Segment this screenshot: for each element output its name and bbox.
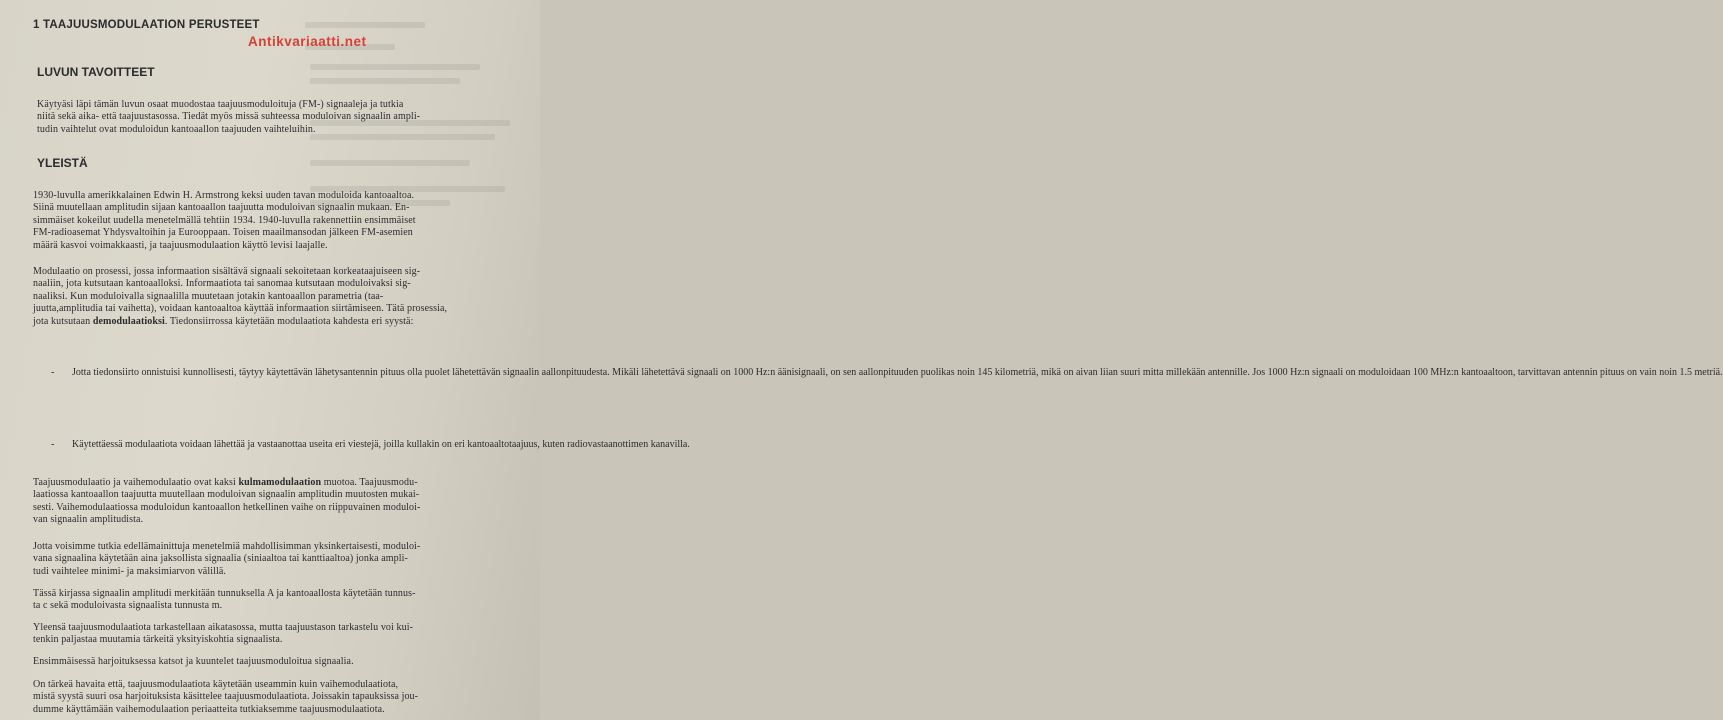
paragraph-tavoitteet bbox=[37, 99, 420, 136]
text-line: Taajuusmodulaatio ja vaihemodulaatio ovat kaksi kulmamodulaation muotoa. Taajuusmodu- bbox=[33, 477, 418, 488]
paragraph-first-exercise bbox=[33, 656, 354, 668]
text-line: tudi vaihtelee minimi- ja maksimiarvon välillä. bbox=[33, 565, 226, 577]
text-line: kullakin on eri kantoaaltotaajuus, kuten radiovastaanottimen kanavilla. bbox=[406, 439, 690, 450]
section-heading-tavoitteet: LUVUN TAVOITTEET bbox=[37, 65, 155, 79]
text-line: Siinä muutellaan amplitudin sijaan kantoaallon taajuutta moduloivan signaalin mukaan. En- bbox=[33, 202, 410, 214]
text-line: Tässä kirjassa signaalin amplitudi merkitään tunnuksella A ja kantoaallosta käytetään tunnus- bbox=[33, 588, 416, 599]
text-line: mistä syystä suuri osa harjoituksista käsittelee taajuusmodulaatiota. Joissakin tapauksissa jou- bbox=[33, 691, 419, 703]
text-line: Modulaatio on prosessi, jossa informaation sisältävä signaali sekoitetaan korkeataajuiseen sig- bbox=[33, 266, 421, 277]
text-line: olla puolet lähetettävän signaalin aallonpituudesta. Mikäli lähetettävä signaali on 1000 bbox=[407, 367, 754, 378]
text-line: niitä sekä aika- että taajuustasossa. Tiedät myös missä suhteessa moduloivan signaalin ampli- bbox=[37, 111, 421, 123]
text-line: Hz:n äänisignaali, on sen aallonpituuden puolikas noin 145 kilometriä, mikä on aivan bbox=[755, 367, 1098, 378]
paragraph-modulation-definition bbox=[33, 266, 447, 328]
text-line: vana signaalina käytetään aina jaksollista signaalia (siniaaltoa tai kanttiaaltoa) jonka ampli- bbox=[33, 553, 408, 565]
text-line: naaliksi. Kun moduloivalla signaalilla muutetaan jotakin kantoaallon parametria (taa- bbox=[33, 290, 384, 302]
paragraph-fm-vs-pm bbox=[33, 679, 418, 716]
emphasized-term: kulmamodulaation bbox=[238, 477, 322, 488]
paragraph-angle-modulation bbox=[33, 477, 420, 527]
bullet-dash: - bbox=[51, 367, 55, 378]
text-line: naaliin, jota kutsutaan kantoaalloksi. Informaatiota tai sanomaa kutsutaan moduloivaksi sig- bbox=[33, 278, 411, 290]
text-line: ta c sekä moduloivasta signaalista tunnusta m. bbox=[33, 600, 223, 612]
text-line: liian suuri mitta millekään antennille. Jos 1000 Hz:n signaali on moduloidaan 100 bbox=[1100, 367, 1428, 378]
paragraph-periodic-signal bbox=[33, 541, 420, 578]
text-line: Jotta voisimme tutkia edellämainittuja menetelmiä mahdollisimman yksinkertaisesti, moduloi- bbox=[33, 541, 421, 552]
text-line: 1930-luvulla amerikkalainen Edwin H. Armstrong keksi uuden tavan moduloida kantoaaltoa. bbox=[33, 190, 415, 201]
emphasized-term: demodulaatioksi bbox=[92, 315, 165, 327]
text-line: määrä kasvoi voimakkaasti, ja taajuusmodulaation käyttö levisi laajalle. bbox=[33, 239, 328, 251]
text-line: Käytyäsi läpi tämän luvun osaat muodostaa taajuusmoduloituja (FM-) signaaleja ja tutkia bbox=[37, 99, 404, 110]
text-line: simmäiset kokeilut uudella menetelmällä tehtiin 1934. 1940-luvulla rakennettiin ensimmäiset bbox=[33, 214, 416, 226]
watermark: Antikvariaatti.net bbox=[248, 34, 367, 49]
text-line: sesti. Vaihemodulaatiossa moduloidun kantoaallon hetkellinen vaihe on riippuvainen moduloi- bbox=[33, 501, 421, 513]
paragraph-notation bbox=[33, 588, 416, 613]
text-line: laatiossa kantoaallon taajuutta muutellaan moduloivan signaalin amplitudin muutosten mukai- bbox=[33, 489, 420, 501]
text-line: jota kutsutaan demodulaatioksi. Tiedonsiirrossa käytetään modulaatiota kahdesta eri syystä: bbox=[33, 315, 414, 327]
chapter-title: 1 TAAJUUSMODULAATION PERUSTEET bbox=[33, 19, 260, 31]
text-line: Yleensä taajuusmodulaatiota tarkastellaan aikatasossa, mutta taajuustason tarkastelu voi kui- bbox=[33, 622, 414, 633]
text-line: Käytettäessä modulaatiota voidaan lähettää ja vastaanottaa useita eri viestejä, joilla bbox=[72, 439, 405, 450]
bullet-antenna-length bbox=[72, 367, 1723, 379]
paragraph-history bbox=[33, 190, 416, 252]
bullet-dash: - bbox=[51, 439, 55, 450]
text-line: dumme käyttämään vaihemodulaation periaatteita tutkiaksemme taajuusmodulaatiota. bbox=[33, 703, 385, 715]
text-line: FM-radioasemat Yhdysvaltoihin ja Eurooppaan. Toisen maailmansodan jälkeen FM-asemien bbox=[33, 227, 413, 239]
text-line: MHz:n kantoaaltoon, tarvittavan antennin pituus on vain noin 1.5 metriä. bbox=[1430, 367, 1723, 378]
text-line: tudin vaihtelut ovat moduloidun kantoaallon taajuuden vaihteluihin. bbox=[37, 123, 316, 135]
text-line: Ensimmäisessä harjoituksessa katsot ja kuuntelet taajuusmoduloitua signaalia. bbox=[33, 656, 354, 667]
paragraph-time-frequency bbox=[33, 622, 413, 647]
text-line: tenkin paljastaa muutamia tärkeitä yksityiskohtia signaalista. bbox=[33, 634, 283, 646]
text-line: On tärkeä havaita että, taajuusmodulaatiota käytetään useammin kuin vaihemodulaatiota, bbox=[33, 679, 399, 690]
text-line: Jotta tiedonsiirto onnistuisi kunnollisesti, täytyy käytettävän lähetysantennin pituus bbox=[72, 367, 405, 378]
bullet-multiple-messages bbox=[72, 439, 690, 451]
text-line: juutta,amplitudia tai vaihetta), voidaan kantoaaltoa käyttää informaation siirtämiseen. Tätä prosessia, bbox=[33, 303, 448, 315]
section-heading-yleista: YLEISTÄ bbox=[37, 156, 88, 170]
text-line: van signaalin amplitudista. bbox=[33, 514, 144, 526]
